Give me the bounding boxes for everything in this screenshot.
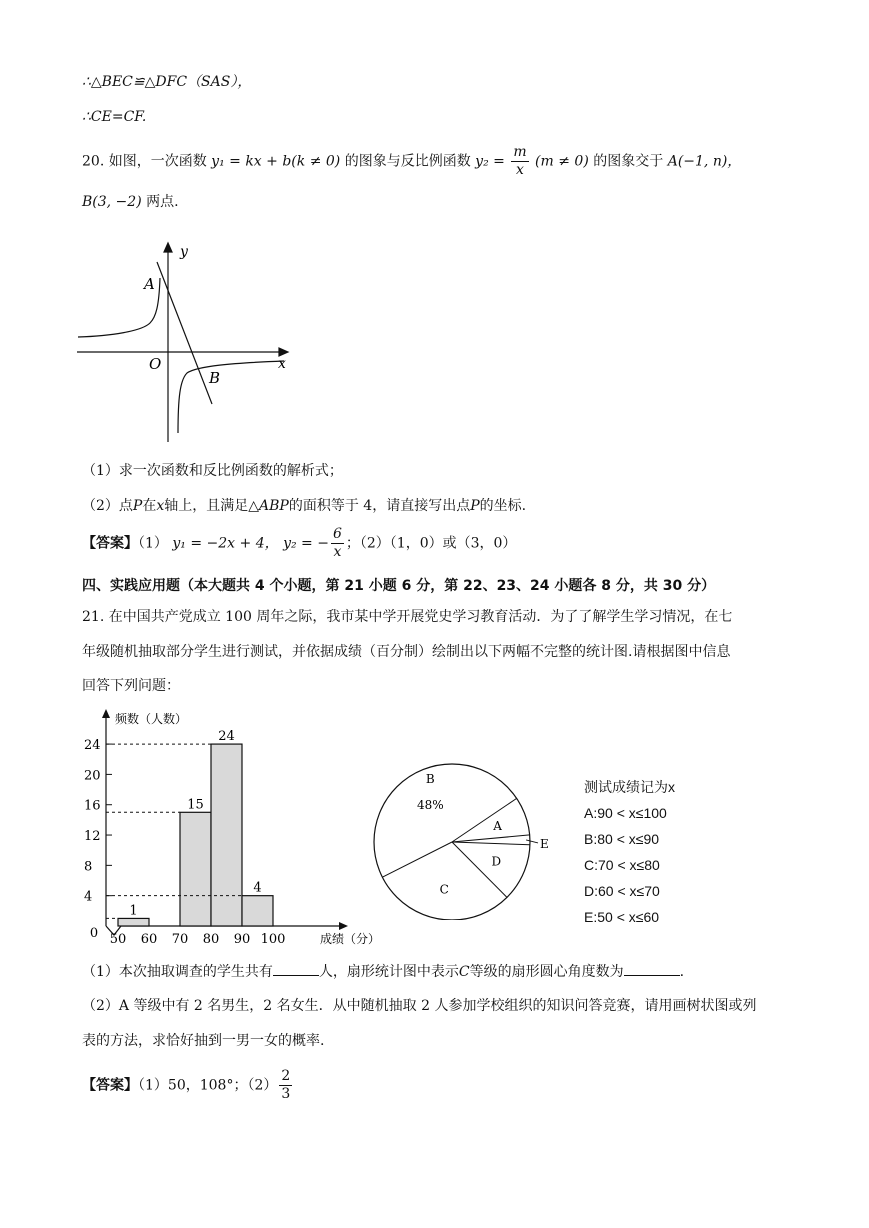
hyperbola-right-branch bbox=[178, 361, 284, 433]
q20-answer-reciprocal-lhs: y₂ = − bbox=[283, 535, 329, 552]
q20-part2-text-e: 的坐标. bbox=[479, 498, 527, 514]
q20-answer-fraction bbox=[331, 526, 344, 561]
q21-answer bbox=[82, 1068, 294, 1103]
q20-answer-linear: y₁ = −2x + 4， bbox=[172, 535, 279, 552]
histogram-y-axis-title: 频数（人数） bbox=[115, 712, 188, 726]
answer-tag: 【答案】 bbox=[82, 1077, 138, 1094]
q20-statement-line1 bbox=[82, 144, 741, 179]
q21-statement-line3: 回答下列问题： bbox=[82, 678, 180, 694]
histogram-x-tick-label: 90 bbox=[233, 932, 251, 945]
answer-blank-angle bbox=[624, 961, 680, 976]
histogram-x-tick-label: 50 bbox=[109, 932, 127, 945]
histogram-y-tick-label: 4 bbox=[84, 889, 93, 905]
answer-blank-count bbox=[273, 961, 319, 976]
pie-legend-item-e: E:50 < x≤60 bbox=[584, 909, 660, 925]
q20-statement-line2 bbox=[82, 192, 179, 212]
pie-legend bbox=[584, 774, 675, 930]
pie-legend-item-c: C:70 < x≤80 bbox=[584, 857, 660, 873]
histogram-x-tick-label: 80 bbox=[202, 932, 220, 945]
q20-linear-function: y₁ = kx + b(k ≠ 0) bbox=[211, 153, 341, 170]
q20-part2-text-d: 的面积等于 4，请直接写出点 bbox=[288, 498, 471, 514]
q20-part2-point-p: P bbox=[132, 498, 143, 514]
q21-part1 bbox=[82, 961, 684, 982]
q21-part2-line2: 表的方法，求恰好抽到一男一女的概率. bbox=[82, 1033, 325, 1049]
pie-legend-item-d: D:60 < x≤70 bbox=[584, 883, 660, 899]
fraction-denominator: x bbox=[333, 544, 342, 560]
q20-point-a: A(−1, n)， bbox=[667, 153, 742, 170]
q21-part1-grade-c: C bbox=[458, 964, 470, 980]
pie-slice-label-b: B bbox=[425, 771, 435, 786]
q21-part1-text-d: 等级的扇形圆心角度数为 bbox=[469, 964, 624, 980]
fraction-numerator: 6 bbox=[332, 526, 342, 542]
histogram-y-axis-arrow bbox=[102, 709, 110, 718]
q20-part2-x: x bbox=[156, 498, 165, 514]
histogram-bar bbox=[211, 744, 242, 926]
histogram-bar bbox=[180, 812, 211, 926]
fraction-denominator: x bbox=[516, 162, 524, 178]
q20-part2-text-c: 轴上，且满足 bbox=[164, 498, 249, 514]
histogram-x-axis-arrow bbox=[339, 922, 348, 930]
q20-part2-text-a: （2）点 bbox=[82, 498, 133, 514]
q20-answer-part2: ；（2）（1，0）或（3，0） bbox=[345, 535, 517, 552]
histogram-x-axis-title: 成绩（分） bbox=[320, 932, 381, 945]
pie-legend-title: 测试成绩记为x bbox=[584, 779, 675, 795]
pie-legend-item-b: B:80 < x≤90 bbox=[584, 831, 660, 847]
fraction-numerator: 2 bbox=[281, 1068, 291, 1084]
histogram-bar bbox=[242, 896, 273, 926]
linear-function-line bbox=[157, 262, 212, 404]
q20-reciprocal-condition: (m ≠ 0) bbox=[535, 153, 589, 170]
histogram-bar-value-label: 4 bbox=[253, 880, 262, 896]
histogram-x-tick-label: 100 bbox=[260, 932, 286, 945]
histogram-bar-value-label: 24 bbox=[218, 729, 235, 745]
histogram-bar bbox=[118, 918, 149, 926]
q20-reciprocal-fraction bbox=[511, 144, 528, 179]
histogram-bar-value-label: 15 bbox=[187, 797, 204, 813]
pie-legend-item-a: A:90 < x≤100 bbox=[584, 805, 667, 821]
q20-number: 20. bbox=[82, 153, 105, 170]
q20-text-c: 的图象交于 bbox=[593, 153, 664, 170]
q20-part1: （1）求一次函数和反比例函数的解析式； bbox=[82, 463, 343, 479]
histogram-x-tick-label: 60 bbox=[140, 932, 158, 945]
fraction-denominator: 3 bbox=[281, 1086, 291, 1102]
q21-part1-text-e: . bbox=[679, 964, 685, 980]
q20-answer-part1-label: （1） bbox=[138, 535, 168, 552]
q20-answer bbox=[82, 526, 516, 561]
pie-chart bbox=[365, 760, 565, 920]
q21-part1-text-b: 人，扇形统计图中表示 bbox=[318, 964, 459, 980]
q21-answer-fraction bbox=[279, 1068, 292, 1103]
q21-part2-line1: （2）A 等级中有 2 名男生，2 名女生．从中随机抽取 2 人参加学校组织的知识问答竞赛，请用画树状图或列 bbox=[82, 998, 757, 1014]
histogram-bar-value-label: 1 bbox=[129, 903, 138, 919]
pie-slice-label-d: D bbox=[491, 854, 502, 869]
q20-point-b: B(3, −2) bbox=[82, 194, 142, 210]
q20-part2-triangle: △ABP bbox=[248, 498, 289, 514]
q21-statement-line2: 年级随机抽取部分学生进行测试，并依据成绩（百分制）绘制出以下两幅不完整的统计图.请根据图中信息 bbox=[82, 644, 731, 660]
function-graph bbox=[72, 238, 297, 448]
pie-slice-label-e: E bbox=[540, 836, 549, 851]
q20-text-d: 两点. bbox=[146, 194, 179, 210]
histogram-y-tick-label: 8 bbox=[84, 859, 93, 875]
point-a-label: A bbox=[144, 275, 155, 293]
histogram-origin-label: 0 bbox=[89, 926, 99, 941]
histogram-y-tick-label: 20 bbox=[84, 768, 101, 784]
x-axis-arrow bbox=[279, 348, 288, 356]
q21-answer-text: （1）50，108°；（2） bbox=[138, 1077, 278, 1094]
pie-slice-label-a: A bbox=[493, 818, 502, 833]
histogram-y-tick-label: 24 bbox=[84, 738, 101, 754]
pie-slice-percent-b: 48% bbox=[416, 797, 444, 812]
q20-text-b: 的图象与反比例函数 bbox=[344, 153, 471, 170]
origin-label: O bbox=[149, 355, 162, 373]
histogram-y-tick-label: 12 bbox=[84, 829, 101, 845]
q20-text-a: 如图，一次函数 bbox=[108, 153, 207, 170]
answer-tag: 【答案】 bbox=[82, 535, 138, 552]
q20-part2-text-b: 在 bbox=[142, 498, 157, 514]
histogram-chart bbox=[78, 705, 390, 945]
section-heading: 四、实践应用题（本大题共 4 个小题，第 21 小题 6 分，第 22、23、24 小题各 8 分，共 30 分） bbox=[82, 578, 716, 594]
q20-part2-point-p2: P bbox=[470, 498, 480, 514]
proof-equal-line: ∴CE=CF. bbox=[82, 109, 147, 125]
y-axis-arrow bbox=[164, 243, 172, 252]
y-axis-label: y bbox=[180, 244, 188, 260]
point-b-label: B bbox=[209, 369, 221, 387]
histogram-y-tick-label: 16 bbox=[84, 798, 101, 814]
x-axis-label: x bbox=[278, 356, 286, 372]
q21-part1-text-a: （1）本次抽取调查的学生共有 bbox=[82, 964, 273, 980]
fraction-numerator: m bbox=[513, 144, 527, 160]
q20-reciprocal-lhs: y₂ = bbox=[475, 153, 505, 170]
q21-statement-line1: 21. 在中国共产党成立 100 周年之际，我市某中学开展党史学习教育活动．为了了解学生学习情况，在七 bbox=[82, 609, 733, 625]
q20-part2 bbox=[82, 496, 526, 516]
pie-slice-label-c: C bbox=[439, 882, 449, 897]
proof-congruent-line: ∴△BEC≌△DFC（SAS）， bbox=[82, 74, 252, 90]
histogram-x-tick-label: 70 bbox=[171, 932, 189, 945]
